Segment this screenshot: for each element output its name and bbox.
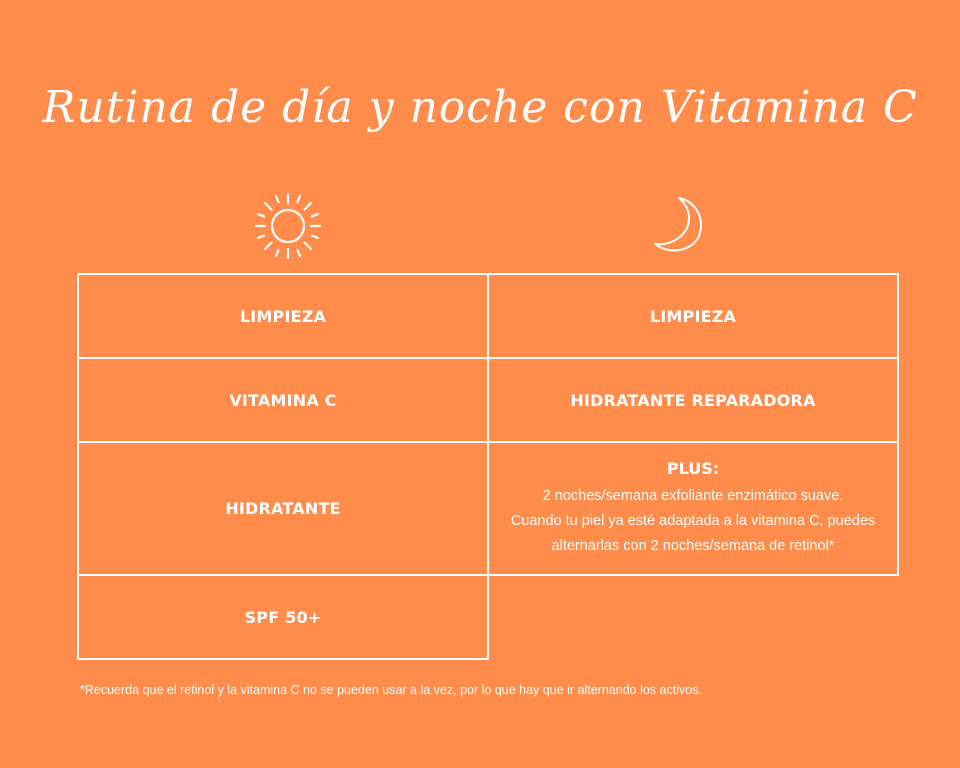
plus-title: PLUS: [666, 459, 720, 478]
day-step-spf [79, 576, 487, 658]
night-step-label: HIDRATANTE REPARADORA [570, 390, 816, 410]
table-border-bottom-left [77, 658, 489, 660]
plus-text-line: alternarlas con 2 noches/semana de retinol* [551, 538, 835, 554]
page-title: Rutina de día y noche con Vitamina C [42, 82, 918, 133]
day-step-label: LIMPIEZA [239, 306, 327, 326]
plus-text-line: Cuando tu piel ya esté adaptada a la vitamina C, puedes [510, 513, 876, 529]
day-step-moisturizer [79, 443, 487, 574]
day-step-label: SPF 50+ [244, 607, 322, 627]
night-step-repair-moisturizer [489, 359, 897, 441]
moon-icon [645, 194, 707, 256]
night-step-label: LIMPIEZA [649, 306, 737, 326]
day-step-label: HIDRATANTE [225, 499, 341, 518]
footnote: *Recuerda que el retinol y la vitamina C no se pueden usar a la vez, por lo que hay que ir alternando los activos. [80, 683, 702, 697]
sun-icon [248, 188, 328, 268]
day-step-vitamin-c [79, 359, 487, 441]
plus-text-line: 2 noches/semana exfoliante enzimático suave. [542, 488, 844, 504]
day-step-cleansing [79, 275, 487, 357]
night-step-cleansing [489, 275, 897, 357]
night-plus-box [489, 443, 897, 574]
day-step-label: VITAMINA C [229, 390, 337, 410]
table-border-right [897, 273, 899, 576]
